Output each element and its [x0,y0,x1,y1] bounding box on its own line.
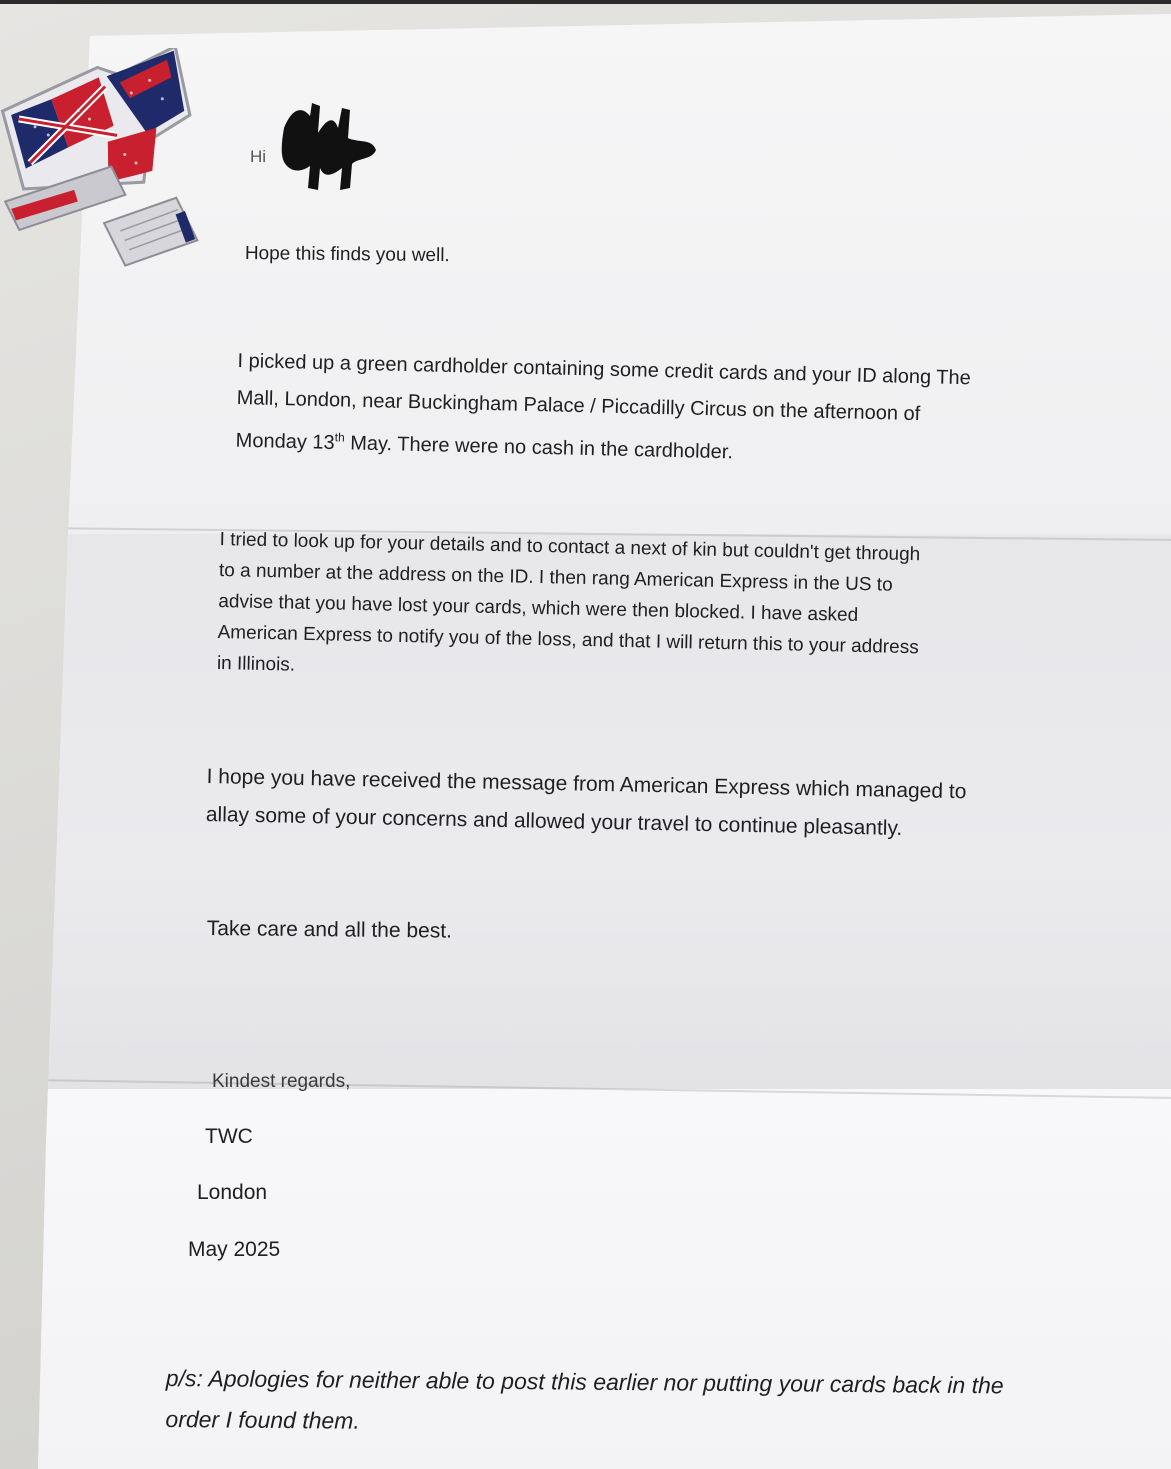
paragraph-line: advise that you have lost your cards, which were then blocked. I have asked [218,590,859,626]
paragraph-found-cardholder [235,343,971,477]
paragraph-line: in Illinois. [216,652,296,676]
date-continuation: May. There were no cash in the cardholder. [344,432,734,464]
signature-city: London [197,1181,268,1204]
paragraph-contacted-amex [217,524,921,694]
paragraph-line: to a number at the address on the ID. I then rang American Express in the US to [218,559,893,596]
paragraph-line: allay some of your concerns and allowed your travel to continue pleasantly. [205,802,903,840]
postscript [165,1358,1004,1447]
greeting: Hi [250,147,267,166]
signature-name: TWC [205,1125,253,1148]
paragraph-line: I hope you have received the message from American Express which managed to [206,764,967,804]
signoff: Kindest regards, [212,1071,351,1092]
opening-line: Hope this finds you well. [244,243,450,267]
ordinal-suffix: th [334,430,345,445]
paragraph-line: I picked up a green cardholder containing some credit cards and your ID along The [237,349,972,390]
redaction-scribble-icon [272,98,382,193]
signature-date: May 2025 [188,1238,281,1261]
postscript-line: order I found them. [165,1405,360,1434]
paragraph-line: American Express to notify you of the loss, and that I will return this to your address [217,621,919,659]
date-text: Monday 13 [235,429,335,454]
paragraph-line: Mall, London, near Buckingham Palace / Piccadilly Circus on the afternoon of [236,386,921,426]
paragraph-hope-received [205,758,966,849]
postscript-line: p/s: Apologies for neither able to post this earlier nor putting your cards back in the [165,1364,1004,1399]
paragraph-take-care: Take care and all the best. [206,916,453,943]
london-souvenir-magnet-icon [0,48,200,268]
paragraph-line: I tried to look up for your details and to contact a next of kin but couldn't get through [219,528,921,566]
